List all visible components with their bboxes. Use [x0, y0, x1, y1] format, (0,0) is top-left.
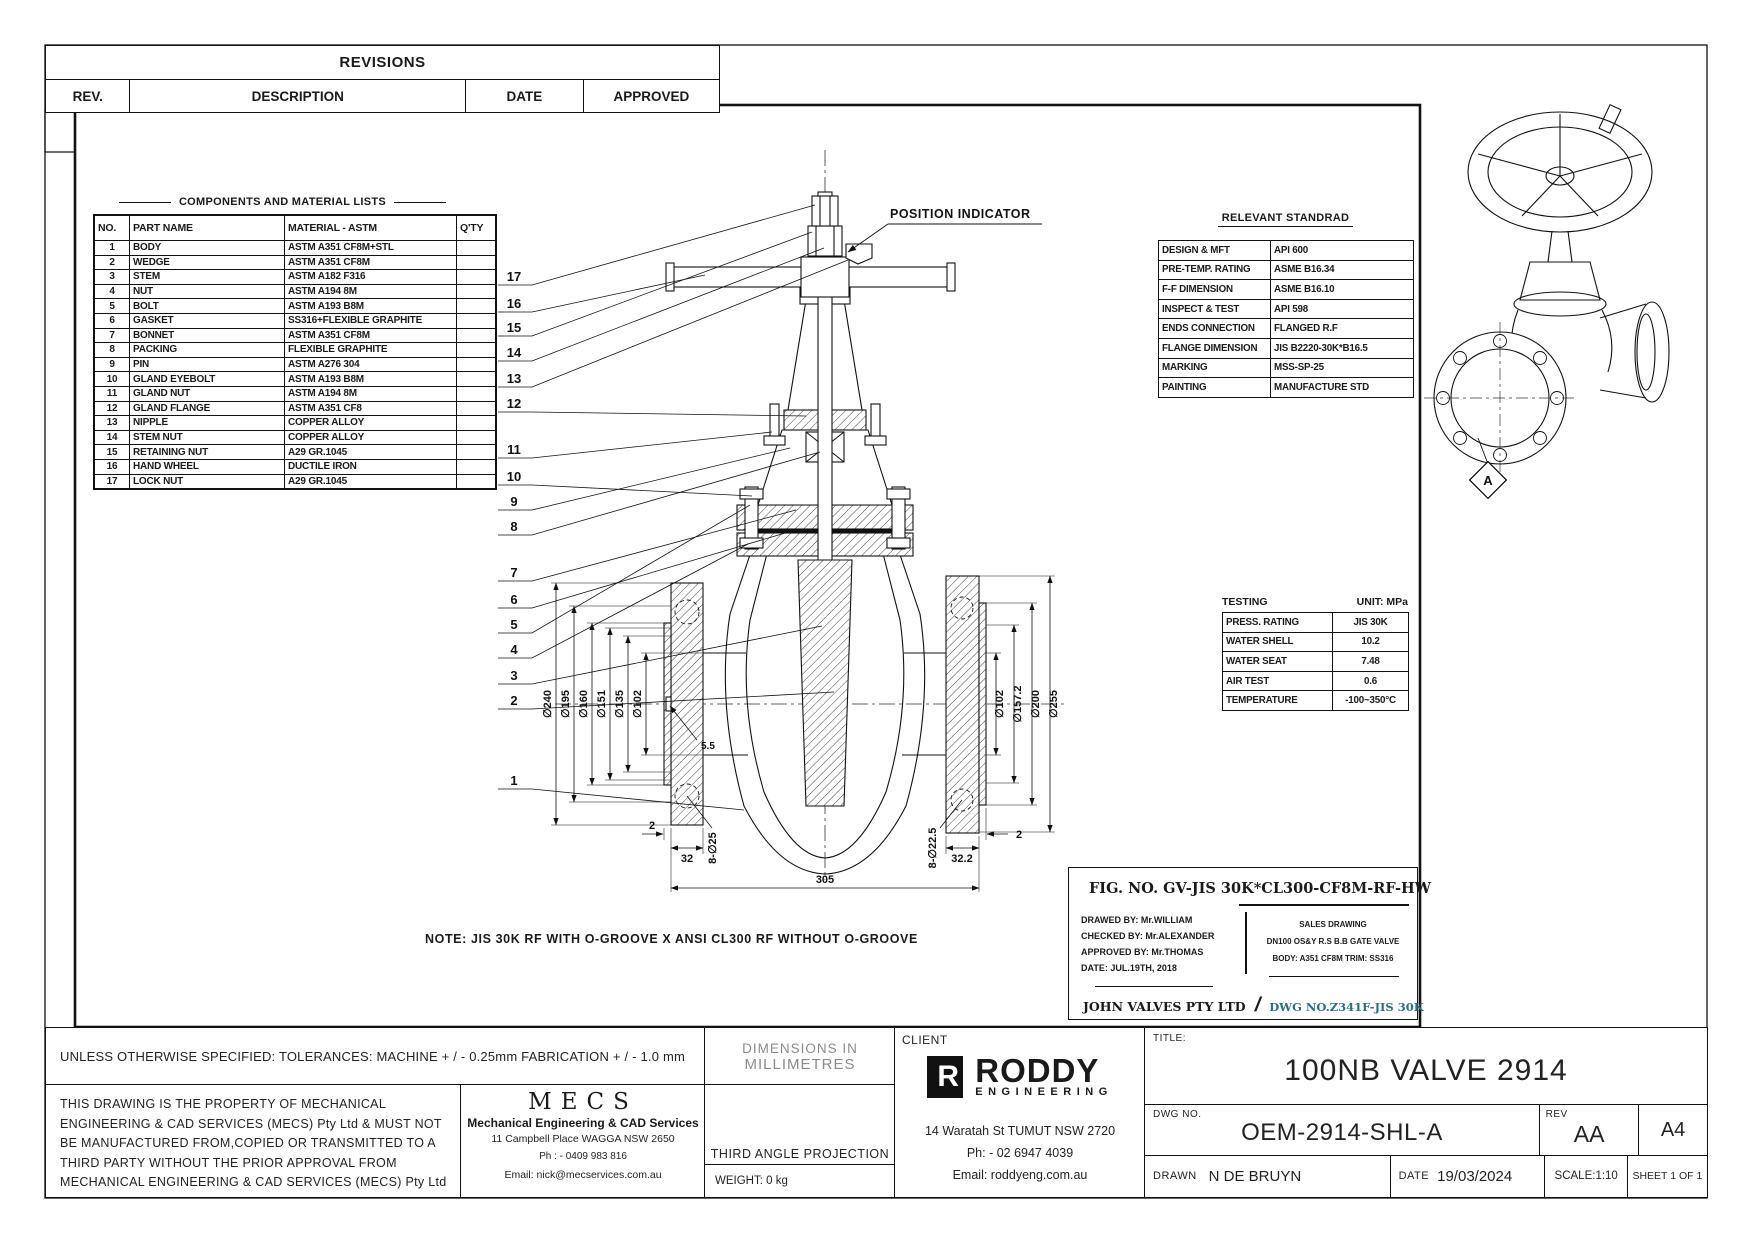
testing-title: TESTING: [1222, 596, 1268, 608]
date-label: DATE: [1398, 1170, 1430, 1183]
property-line-3: BE MANUFACTURED FROM,COPIED OR TRANSMITTED TO A: [60, 1136, 436, 1150]
mecs-cell: [460, 1084, 706, 1198]
fig-approvals: [1081, 912, 1214, 976]
property-line-2: ENGINEERING & CAD SERVICES (MECS) Pty Ltd & MUST NOT: [60, 1116, 442, 1131]
dim-bc-left: ∅195: [560, 690, 572, 718]
fig-date: DATE: JUL.19TH, 2018: [1081, 963, 1177, 973]
dim-flange-thk-right: 32.2: [951, 853, 973, 865]
drawing-note: NOTE: JIS 30K RF WITH O-GROOVE X ANSI CL300 RF WITHOUT O-GROOVE: [425, 932, 918, 946]
rev-cell: [1539, 1104, 1640, 1156]
table-row: 4 NUT ASTM A194 8M: [94, 284, 496, 299]
balloon-16: 16: [506, 296, 522, 311]
balloon-6: 6: [510, 592, 518, 607]
weight-text: WEIGHT: 0 kg: [715, 1175, 788, 1187]
table-row: DESIGN & MFT API 600: [1159, 241, 1414, 261]
drawn-value: N DE BRUYN: [1208, 1167, 1302, 1185]
balloon-11: 11: [507, 442, 521, 457]
components-header-part: PART NAME: [130, 215, 285, 241]
dim-od-left: ∅240: [542, 690, 554, 718]
drawing-title: 100NB VALVE 2914: [1284, 1054, 1568, 1087]
standards-title: RELEVANT STANDRAD: [1158, 212, 1413, 227]
mecs-phone: Ph : - 0409 983 816: [539, 1151, 627, 1162]
slash-divider: /: [1252, 994, 1263, 1016]
fig-approved-by: APPROVED BY: Mr.THOMAS: [1081, 947, 1204, 957]
mecs-address: 11 Campbell Place WAGGA NSW 2650: [491, 1133, 675, 1145]
table-row: PRE-TEMP. RATING ASME B16.34: [1159, 260, 1414, 280]
table-row: 3 STEM ASTM A182 F316: [94, 270, 496, 285]
table-row: 10 GLAND EYEBOLT ASTM A193 B8M: [94, 372, 496, 387]
valve-pictorial-view: [1424, 105, 1669, 499]
projection-label: THIRD ANGLE PROJECTION: [710, 1147, 890, 1161]
title-label: TITLE:: [1153, 1033, 1187, 1044]
balloon-2: 2: [510, 693, 518, 708]
revisions-col-rev: REV.: [46, 80, 130, 113]
dim-157-right: ∅157.2: [1012, 685, 1024, 723]
client-logo: [895, 1052, 1145, 1098]
table-row: WATER SEAT 7.48: [1223, 652, 1409, 672]
client-label: CLIENT: [902, 1033, 948, 1047]
dwg-no-label: DWG NO.: [1153, 1109, 1202, 1120]
fig-dwg-no: DWG NO.Z341F-JIS 30K: [1269, 1000, 1424, 1014]
dim-flange-thk-left: 32: [680, 853, 694, 865]
fig-block: [1068, 867, 1432, 1020]
dim-rf-left: ∅160: [578, 690, 590, 718]
table-row: FLANGE DIMENSION JIS B2220-30K*B16.5: [1159, 338, 1414, 358]
dim-od-right: ∅255: [1048, 690, 1060, 718]
roddy-logo-sub: ENGINEERING: [975, 1086, 1113, 1098]
revisions-col-date: DATE: [466, 80, 584, 113]
balloon-1: 1: [510, 773, 518, 788]
revisions-table: [45, 45, 720, 113]
size-value: A4: [1660, 1118, 1686, 1141]
table-row: 8 PACKING FLEXIBLE GRAPHITE: [94, 343, 496, 358]
table-row: PRESS. RATING JIS 30K: [1223, 613, 1409, 633]
scale-cell: [1544, 1155, 1628, 1198]
table-row: 9 PIN ASTM A276 304: [94, 357, 496, 372]
balloon-17: 17: [506, 269, 522, 284]
sheet-cell: [1627, 1155, 1708, 1198]
balloon-13: 13: [506, 371, 522, 386]
dim-rf-thk-right: 2: [1016, 829, 1023, 841]
components-header-qty: Q'TY: [457, 215, 497, 241]
rev-label: REV: [1545, 1109, 1568, 1120]
dim-bolt-holes-right: 8-∅22.5: [927, 827, 939, 869]
table-row: 2 WEDGE ASTM A351 CF8M: [94, 255, 496, 270]
dim-200-right: ∅200: [1030, 690, 1042, 718]
dim-groove-depth: 5.5: [701, 741, 715, 752]
fig-product: DN100 OS&Y R.S B.B GATE VALVE: [1266, 937, 1400, 946]
fig-body-trim: BODY: A351 CF8M TRIM: SS316: [1272, 954, 1394, 963]
client-phone: Ph: - 02 6947 4039: [966, 1146, 1074, 1160]
table-row: 16 HAND WHEEL DUCTILE IRON: [94, 459, 496, 474]
property-notice-cell: [45, 1084, 462, 1198]
tolerances-text: UNLESS OTHERWISE SPECIFIED: TOLERANCES: MACHINE + / - 0.25mm FABRICATION + / - 1.0 mm: [60, 1049, 685, 1064]
weight-strip: [705, 1164, 895, 1197]
dim-rf-thk-left: 2: [648, 820, 656, 832]
table-row: 15 RETAINING NUT A29 GR.1045: [94, 445, 496, 460]
table-row: PAINTING MANUFACTURE STD: [1159, 378, 1414, 398]
drawn-label: DRAWN: [1153, 1170, 1197, 1183]
sheet-value: SHEET 1 OF 1: [1632, 1170, 1703, 1183]
client-email: Email: roddyeng.com.au: [952, 1168, 1088, 1182]
roddy-logo-mark: R: [927, 1056, 969, 1098]
mecs-email: Email: nick@mecservices.com.au: [504, 1169, 662, 1181]
date-value: 19/03/2024: [1437, 1167, 1513, 1185]
table-row: ENDS CONNECTION FLANGED R.F: [1159, 319, 1414, 339]
balloon-4: 4: [510, 642, 518, 657]
roddy-logo-name: RODDY: [975, 1052, 1100, 1089]
standards-table: [1158, 240, 1414, 398]
table-row: 17 LOCK NUT A29 GR.1045: [94, 474, 496, 489]
table-row: INSPECT & TEST API 598: [1159, 299, 1414, 319]
balloon-10: 10: [506, 469, 522, 484]
table-row: 5 BOLT ASTM A193 B8M: [94, 299, 496, 314]
table-row: 11 GLAND NUT ASTM A194 8M: [94, 386, 496, 401]
scale-value: SCALE:1:10: [1554, 1170, 1618, 1183]
balloon-3: 3: [510, 668, 518, 683]
property-line-4: THIRD PARTY WITHOUT THE PRIOR APPROVAL FROM: [60, 1155, 397, 1170]
rev-value: AA: [1573, 1121, 1605, 1147]
table-row: 14 STEM NUT COPPER ALLOY: [94, 430, 496, 445]
table-row: AIR TEST 0.6: [1223, 671, 1409, 691]
balloon-9: 9: [510, 494, 518, 509]
property-line-1: THIS DRAWING IS THE PROPERTY OF MECHANICAL: [60, 1097, 387, 1111]
revisions-col-approved: APPROVED: [583, 80, 719, 113]
dwg-no-cell: [1144, 1104, 1540, 1156]
position-indicator-callout: [848, 207, 1042, 252]
table-row: F-F DIMENSION ASME B16.10: [1159, 280, 1414, 300]
position-indicator-label: POSITION INDICATOR: [890, 207, 1031, 221]
dim-135-left: ∅135: [614, 690, 626, 718]
balloon-numbers: [507, 269, 522, 788]
date-cell: [1390, 1155, 1546, 1198]
dim-bore-left: ∅102: [632, 690, 644, 718]
balloon-14: 14: [506, 345, 522, 360]
dimensions-in-text: DIMENSIONS IN: [742, 1040, 858, 1056]
projection-cell: [704, 1084, 896, 1198]
revisions-col-description: DESCRIPTION: [130, 80, 466, 113]
dim-bolt-holes-left: 8-∅25: [707, 832, 719, 864]
components-header-material: MATERIAL - ASTM: [285, 215, 457, 241]
fig-sales: SALES DRAWING: [1299, 920, 1367, 929]
mecs-name: Mechanical Engineering & CAD Services: [467, 1116, 699, 1130]
fig-company: JOHN VALVES PTY LTD: [1083, 999, 1246, 1014]
components-header-no: NO.: [94, 215, 130, 241]
balloon-5: 5: [510, 617, 518, 632]
tolerances-cell: [45, 1027, 706, 1086]
testing-title-row: [1222, 596, 1408, 608]
fig-drawed-by: DRAWED BY: Mr.WILLIAM: [1081, 915, 1193, 925]
components-title: COMPONENTS AND MATERIAL LISTS: [93, 196, 472, 208]
table-row: 13 NIPPLE COPPER ALLOY: [94, 416, 496, 431]
property-line-5: MECHANICAL ENGINEERING & CAD SERVICES (MECS) Pty Ltd: [60, 1175, 447, 1189]
balloon-15: 15: [506, 320, 522, 335]
client-cell: [894, 1027, 1146, 1198]
table-row: 1 BODY ASTM A351 CF8M+STL: [94, 241, 496, 256]
detail-flag-a: A: [1483, 473, 1493, 488]
balloon-12: 12: [506, 396, 522, 411]
testing-unit: UNIT: MPa: [1356, 596, 1408, 608]
millimetres-text: MILLIMETRES: [744, 1055, 856, 1073]
fig-sales-info: [1255, 916, 1411, 967]
size-cell: [1638, 1104, 1708, 1156]
dimensions-units-cell: [704, 1027, 896, 1086]
testing-table: [1222, 612, 1409, 711]
fig-no: FIG. NO. GV-JIS 30K*CL300-CF8M-RF-HW: [1089, 880, 1432, 897]
table-row: MARKING MSS-SP-25: [1159, 358, 1414, 378]
table-row: 12 GLAND FLANGE ASTM A351 CF8: [94, 401, 496, 416]
fig-checked-by: CHECKED BY: Mr.ALEXANDER: [1081, 931, 1215, 941]
dim-bore-right: ∅102: [994, 690, 1006, 718]
table-row: 7 BONNET ASTM A351 CF8M: [94, 328, 496, 343]
drawn-cell: [1144, 1155, 1391, 1198]
balloon-7: 7: [510, 565, 518, 580]
dim-face-to-face: 305: [815, 874, 835, 886]
title-cell: [1144, 1027, 1708, 1106]
dim-151-left: ∅151: [596, 690, 608, 718]
dwg-no-value: OEM-2914-SHL-A: [1241, 1119, 1443, 1146]
client-address: 14 Waratah St TUMUT NSW 2720: [924, 1124, 1116, 1138]
revisions-title: REVISIONS: [46, 46, 720, 80]
valve-section-view: [664, 192, 986, 874]
mecs-logo: MECS: [528, 1089, 638, 1115]
table-row: TEMPERATURE -100~350°C: [1223, 691, 1409, 711]
components-table: [93, 214, 497, 490]
table-row: 6 GASKET SS316+FLEXIBLE GRAPHITE: [94, 313, 496, 328]
table-row: WATER SHELL 10.2: [1223, 632, 1409, 652]
balloon-8: 8: [510, 519, 518, 534]
